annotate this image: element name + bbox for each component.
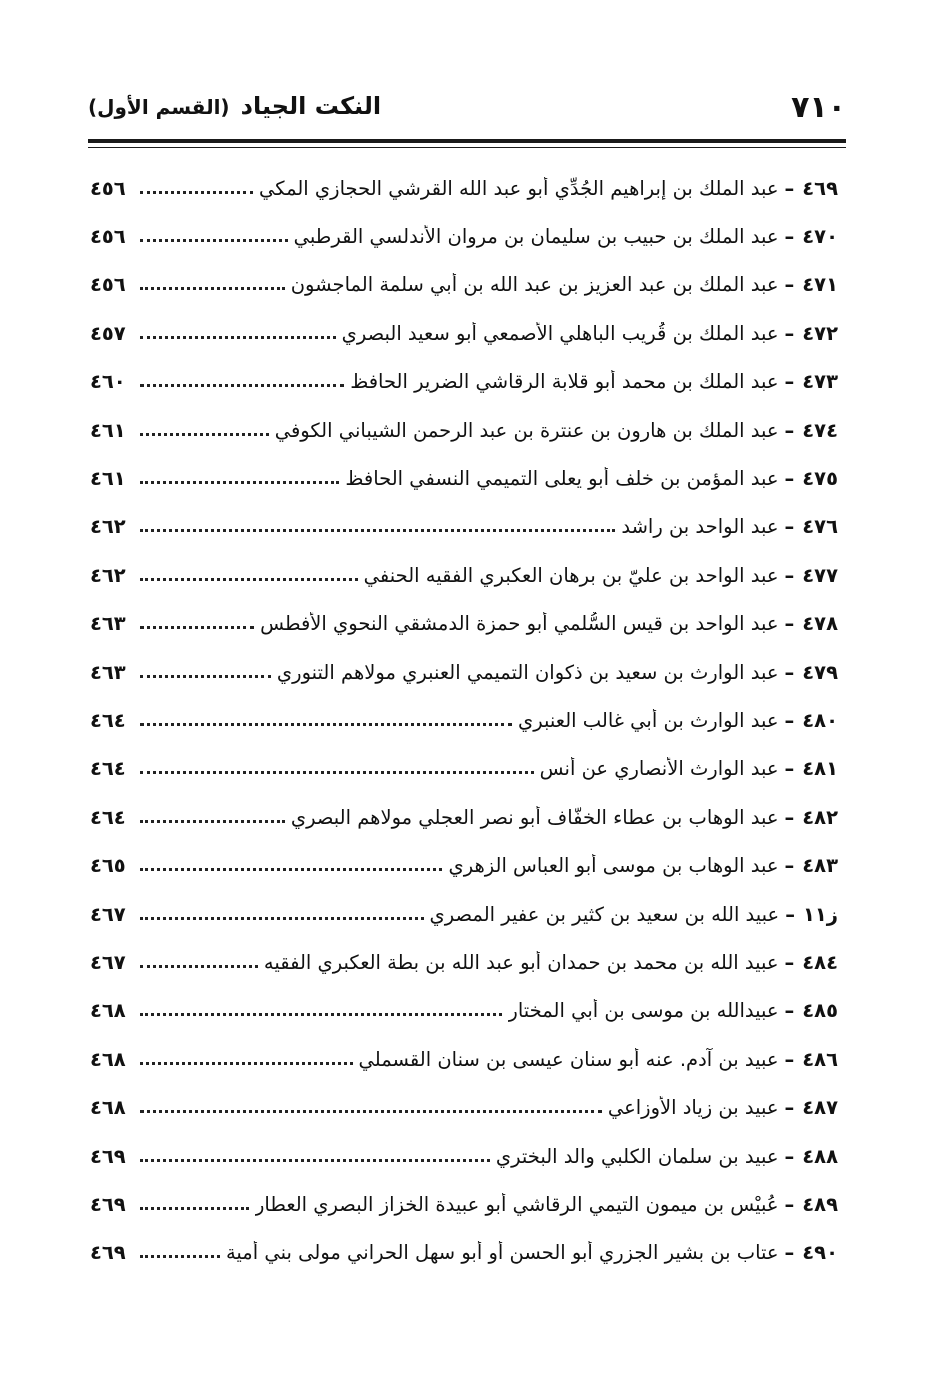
dot-leader (140, 675, 271, 678)
entry-dash: – (784, 563, 795, 587)
header-rule-thin (88, 147, 846, 148)
entry-dash: – (784, 467, 795, 491)
index-entry (90, 406, 838, 454)
entry-page-number: ٤٦٢ (90, 515, 126, 539)
dot-leader (140, 191, 253, 194)
entry-dash: – (784, 1096, 795, 1120)
entry-name: عبد الملك بن محمد أبو قلابة الرقاشي الضرير الحافظ (350, 370, 779, 394)
entry-page-number: ٤٦٣ (90, 612, 126, 636)
entry-name: عبد الملك بن قُريب الباهلي الأصمعي أبو سعيد البصري (341, 321, 779, 345)
entry-dash: – (784, 225, 795, 249)
dot-leader (140, 481, 339, 484)
dot-leader (140, 917, 424, 920)
entry-dash: – (784, 370, 795, 394)
entry-number: ٤٧٦ (802, 515, 838, 539)
entry-number: ٤٧١ (802, 273, 838, 297)
dot-leader (140, 1207, 249, 1210)
entry-name: عبد الوارث الأنصاري عن أنس (539, 757, 779, 781)
index-entry (90, 648, 838, 696)
entry-name: عبد المؤمن بن خلف أبو يعلى التميمي النسفي الحافظ (345, 467, 779, 491)
entry-number: ٤٨٧ (802, 1096, 838, 1120)
entry-page-number: ٤٥٦ (90, 273, 126, 297)
entry-number: ٤٨٥ (802, 999, 838, 1023)
entry-name: عبد الملك بن إبراهيم الجُدِّي أبو عبد الله القرشي الحجازي المكي (259, 176, 779, 200)
index-entry (90, 309, 838, 357)
entry-page-number: ٤٦٤ (90, 708, 126, 732)
index-entry (90, 793, 838, 841)
entry-number: ٤٦٩ (802, 176, 838, 200)
entry-number: ٤٧٧ (802, 563, 838, 587)
entry-number: ٤٩٠ (802, 1241, 838, 1265)
entry-dash: – (784, 1144, 795, 1168)
running-title (88, 92, 381, 120)
entry-page-number: ٤٥٦ (90, 225, 126, 249)
section-label: (القسم الأول) (88, 95, 230, 119)
entry-name: عبيد بن آدم. عنه أبو سنان عيسى بن سنان القسملي (358, 1047, 779, 1071)
dot-leader (140, 771, 534, 774)
dot-leader (140, 1062, 353, 1065)
index-entry (90, 212, 838, 260)
index-entry (90, 696, 838, 744)
index-entry (90, 164, 838, 212)
entry-dash: – (784, 660, 795, 684)
entry-name: عبد الملك بن عبد العزيز بن عبد الله بن أبي سلمة الماجشون (290, 273, 779, 297)
entry-dash: – (784, 515, 795, 539)
entry-dash: – (784, 854, 795, 878)
entry-page-number: ٤٦٨ (90, 999, 126, 1023)
entry-number: ٤٨٠ (802, 708, 838, 732)
entry-name: عبيد الله بن سعيد بن كثير بن عفير المصري (429, 902, 780, 926)
entry-dash: – (784, 1192, 795, 1216)
entry-number: ٤٨٨ (802, 1144, 838, 1168)
entry-number: ٤٧٠ (802, 225, 838, 249)
index-entry (90, 890, 838, 938)
entry-number: ٤٧٢ (802, 321, 838, 345)
entry-dash: – (785, 902, 795, 926)
dot-leader (140, 1255, 220, 1258)
entry-page-number: ٤٦٥ (90, 854, 126, 878)
entry-number: ٤٧٨ (802, 612, 838, 636)
entry-name: عُبيْس بن ميمون التيمي الرقاشي أبو عبيدة الخزاز البصري العطار (254, 1192, 779, 1216)
dot-leader (140, 626, 254, 629)
entry-number: ٤٨٦ (802, 1047, 838, 1071)
entry-number: ٤٨٩ (802, 1192, 838, 1216)
index-entry (90, 841, 838, 889)
entry-page-number: ٤٦٩ (90, 1192, 126, 1216)
page-number: ٧١٠ (791, 90, 846, 125)
index-entry (90, 745, 838, 793)
entry-dash: – (784, 418, 795, 442)
entry-number: ٤٨٢ (802, 805, 838, 829)
entry-page-number: ٤٦٢ (90, 563, 126, 587)
entry-number: ٤٧٥ (802, 467, 838, 491)
dot-leader (140, 965, 258, 968)
entry-page-number: ٤٥٦ (90, 176, 126, 200)
index-entry (90, 1229, 838, 1277)
entry-number: ٤٨٤ (802, 950, 838, 974)
entry-dash: – (784, 757, 795, 781)
dot-leader (140, 336, 336, 339)
index-entry (90, 551, 838, 599)
entry-page-number: ٤٥٧ (90, 321, 126, 345)
entry-number: ٤٧٣ (802, 370, 838, 394)
page-header (88, 88, 846, 134)
entry-name: عبيد الله بن محمد بن حمدان أبو عبد الله بن بطة العكبري الفقيه (263, 950, 779, 974)
index-entry (90, 1083, 838, 1131)
index-entry (90, 600, 838, 648)
index-entry (90, 1132, 838, 1180)
entry-page-number: ٤٦٧ (90, 902, 126, 926)
dot-leader (140, 239, 288, 242)
entry-page-number: ٤٦٣ (90, 660, 126, 684)
entry-name: عبد الوهاب بن موسى أبو العباس الزهري (448, 854, 779, 878)
dot-leader (140, 723, 512, 726)
index-entry (90, 1180, 838, 1228)
dot-leader (140, 820, 285, 823)
entry-name: عتاب بن بشير الجزري أبو الحسن أو أبو سهل الحراني مولى بني أمية (225, 1241, 779, 1265)
entry-name: عبد الوارث بن أبي غالب العنبري (518, 708, 779, 732)
entry-name: عبيد بن سلمان الكلبي والد البختري (495, 1144, 779, 1168)
entry-page-number: ٤٦٨ (90, 1096, 126, 1120)
entry-dash: – (784, 950, 795, 974)
entry-name: عبد الواحد بن عليّ بن برهان العكبري الفقيه الحنفي (363, 563, 779, 587)
dot-leader (140, 384, 344, 387)
entry-number: ٤٧٩ (802, 660, 838, 684)
index-list (90, 164, 838, 1277)
entry-dash: – (784, 805, 795, 829)
entry-page-number: ٤٦٨ (90, 1047, 126, 1071)
header-rule-thick (88, 139, 846, 143)
entry-page-number: ٤٦٤ (90, 757, 126, 781)
entry-page-number: ٤٦١ (90, 467, 126, 491)
entry-page-number: ٤٦٩ (90, 1144, 126, 1168)
entry-dash: – (784, 708, 795, 732)
entry-number: ز١١ (802, 902, 838, 926)
entry-dash: – (784, 1241, 795, 1265)
entry-page-number: ٤٦٤ (90, 805, 126, 829)
entry-name: عبد الوهاب بن عطاء الخفّاف أبو نصر العجلي مولاهم البصري (290, 805, 779, 829)
entry-dash: – (784, 176, 795, 200)
entry-dash: – (784, 273, 795, 297)
entry-name: عبد الملك بن حبيب بن سليمان بن مروان الأندلسي القرطبي (293, 225, 779, 249)
dot-leader (140, 529, 615, 532)
entry-name: عبد الواحد بن راشد (621, 515, 779, 539)
dot-leader (140, 1159, 490, 1162)
entry-number: ٤٨٣ (802, 854, 838, 878)
entry-dash: – (784, 321, 795, 345)
dot-leader (140, 433, 269, 436)
dot-leader (140, 578, 358, 581)
entry-page-number: ٤٦٠ (90, 370, 126, 394)
entry-name: عبد الملك بن هارون بن عنترة بن عبد الرحمن الشيباني الكوفي (274, 418, 779, 442)
entry-name: عبيدالله بن موسى بن أبي المختار (508, 999, 779, 1023)
book-title: النكت الجياد (240, 92, 382, 120)
index-entry (90, 938, 838, 986)
index-entry (90, 454, 838, 502)
dot-leader (140, 1110, 602, 1113)
entry-dash: – (784, 612, 795, 636)
index-entry (90, 261, 838, 309)
entry-name: عبيد بن زياد الأوزاعي (607, 1096, 779, 1120)
entry-dash: – (784, 999, 795, 1023)
dot-leader (140, 287, 285, 290)
entry-number: ٤٧٤ (802, 418, 838, 442)
entry-page-number: ٤٦٧ (90, 950, 126, 974)
index-entry (90, 987, 838, 1035)
index-entry (90, 503, 838, 551)
entry-page-number: ٤٦٩ (90, 1241, 126, 1265)
dot-leader (140, 868, 442, 871)
entry-dash: – (784, 1047, 795, 1071)
entry-name: عبد الوارث بن سعيد بن ذكوان التميمي العنبري مولاهم التنوري (276, 660, 779, 684)
entry-name: عبد الواحد بن قيس السُّلمي أبو حمزة الدمشقي النحوي الأفطس (260, 612, 779, 636)
entry-page-number: ٤٦١ (90, 418, 126, 442)
dot-leader (140, 1013, 502, 1016)
entry-number: ٤٨١ (802, 757, 838, 781)
index-entry (90, 358, 838, 406)
index-entry (90, 1035, 838, 1083)
